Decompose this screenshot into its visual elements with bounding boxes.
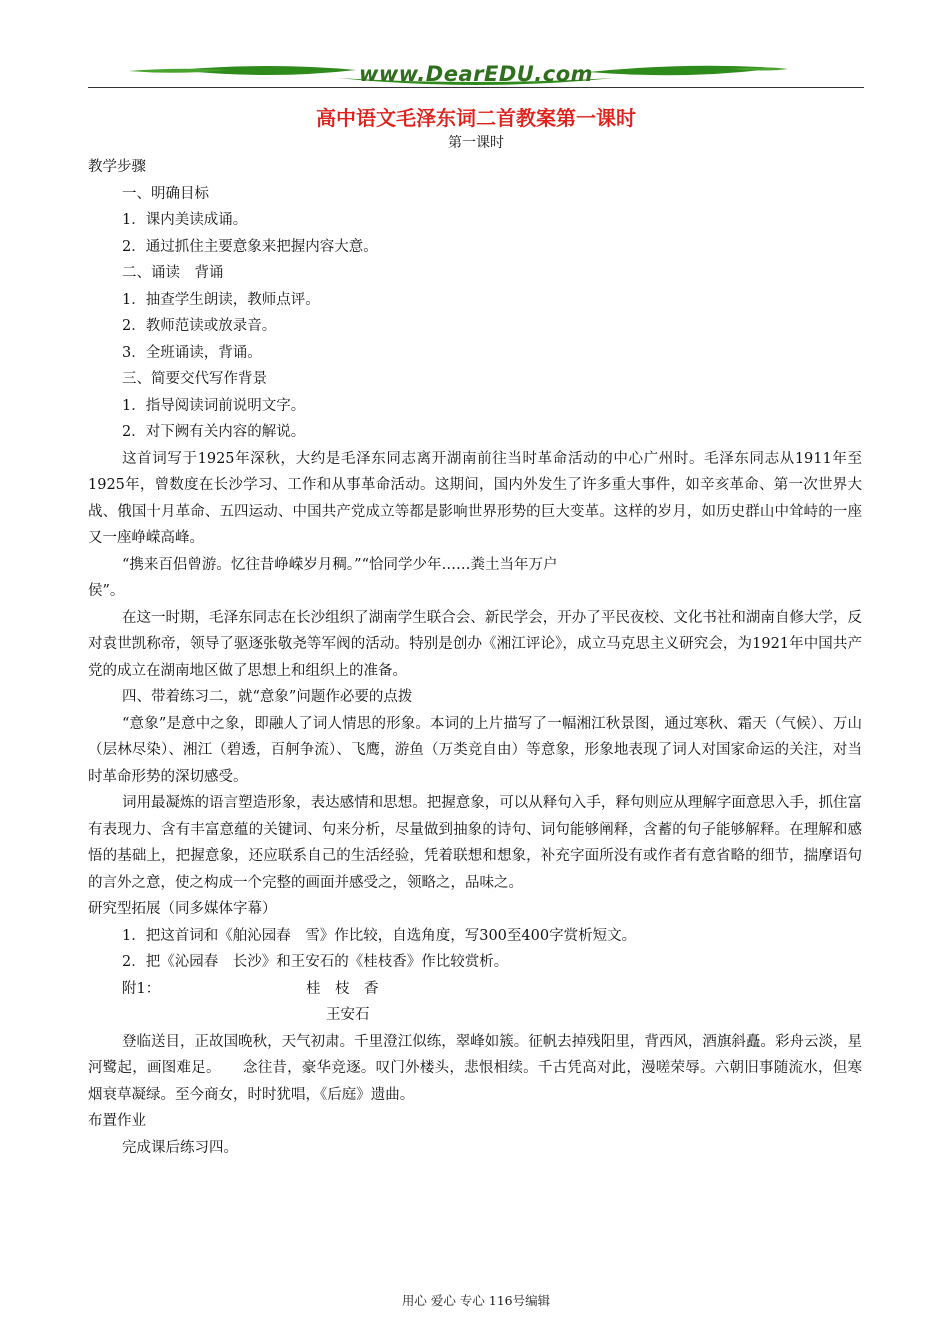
list-item: 1．指导阅读词前说明文字。: [122, 397, 306, 414]
poem-author-row: [88, 1002, 862, 1029]
list-item: 2．通过抓住主要意象来把握内容大意。: [122, 238, 378, 255]
section-heading-1: 一、明确目标: [122, 185, 209, 202]
homework-item: 完成课后练习四。: [122, 1139, 238, 1156]
section-heading-2: 二、诵读 背诵: [122, 265, 224, 281]
background-paragraph: 这首词写于1925年深秋，大约是毛泽东同志离开湖南前往当时革命活动的中心广州时。毛泽东同志从1911年至1925年，曾数度在长沙学习、工作和从事革命活动。这期间，国内外发生了许多重大事件，如辛亥革命、第一次世界大战、俄国十月革命、五四运动、中国共产党成立等都是影响世界形势的巨大变革。这样的岁月，如历史群山中耸峙的一座又一座峥嵘高峰。: [88, 450, 862, 546]
page-subtitle: 第一课时: [448, 135, 504, 151]
list-item: 1．把这首词和《舶沁园春 雪》作比较，自选角度，写300至400字赏析短文。: [122, 927, 637, 944]
quote-line-end: 侯”。: [88, 583, 125, 599]
poem-title: 桂 枝 香: [306, 980, 379, 997]
section-heading-homework: 布置作业: [88, 1113, 146, 1129]
method-paragraph: 词用最凝炼的语言塑造形象，表达感情和思想。把握意象，可以从释句入手，释句则应从理解字面意思入手，抓住富有表现力、含有丰富意蕴的关键词、句来分析，尽量做到抽象的诗句、词句能够阐释，含蓄的句子能够解释。在理解和感悟的基础上，把握意象，还应联系自己的生活经验，凭着联想和想象，补充字面所没有或作者有意省略的细节，揣摩语句的言外之意，使之构成一个完整的画面并感受之，领略之，品味之。: [88, 795, 862, 891]
site-logo[interactable]: www.DearEDU.com: [358, 62, 594, 86]
section-heading-4: 四、带着练习二，就“意象”问题作必要的点拨: [122, 689, 413, 705]
history-paragraph: 在这一时期，毛泽东同志在长沙组织了湖南学生联合会、新民学会，开办了平民夜校、文化书社和湖南自修大学，反对袁世凯称帝，领导了驱逐张敬尧等军阀的活动。特别是创办《湘江评论》，成立马克思主义研究会，为1921年中国共产党的成立在湖南地区做了思想上和组织上的准备。: [88, 609, 862, 679]
header-divider: [88, 87, 864, 88]
lesson-content: [88, 154, 862, 1161]
list-item: 2．教师范读或放录音。: [122, 318, 277, 334]
page-title: 高中语文毛泽东词二首教案第一课时: [316, 106, 636, 130]
list-item: 3．全班诵读，背诵。: [122, 344, 262, 361]
list-item: 2．对下阙有关内容的解说。: [122, 424, 306, 440]
poem-text: 登临送目，正故国晚秋，天气初肃。千里澄江似练，翠峰如簇。征帆去掉残阳里，背西风，酒旗斜矗。彩舟云淡，星河鹭起，画图难足。 念往昔，豪华竞逐。叹门外楼头，悲恨相续。千古凭高对此，漫嗟荣辱。六朝旧事随流水，但寒烟衰草凝绿。至今商女，时时犹唱，《后庭》遗曲。: [88, 1033, 862, 1103]
list-item: 2．把《沁园春 长沙》和王安石的《桂枝香》作比较赏析。: [122, 954, 509, 970]
list-item: 1．课内美读成诵。: [122, 212, 248, 228]
appendix-label: 附1：: [122, 980, 161, 997]
section-heading-research: 研究型拓展（同多媒体字幕）: [88, 901, 277, 917]
quote-line: “携来百侣曾游。忆往昔峥嵘岁月稠。”“恰同学少年……粪土当年万户: [122, 556, 558, 573]
list-item: 1．抽查学生朗读，教师点评。: [122, 291, 320, 308]
poem-author: 王安石: [326, 1007, 370, 1023]
section-heading-3: 三、简要交代写作背景: [122, 371, 267, 387]
page-footer: 用心 爱心 专心 116号编辑: [401, 1293, 551, 1308]
imagery-paragraph: “意象”是意中之象，即融人了词人情思的形象。本词的上片描写了一幅湘江秋景图，通过寒秋、霜天（气候）、万山（层林尽染）、湘江（碧透，百舸争流）、飞鹰，游鱼（万类竞自由）等意象，形象地表现了词人对国家命运的关注，对当时革命形势的深切感受。: [88, 715, 862, 785]
appendix-row: [88, 976, 862, 1003]
section-heading-steps: 教学步骤: [88, 159, 146, 175]
